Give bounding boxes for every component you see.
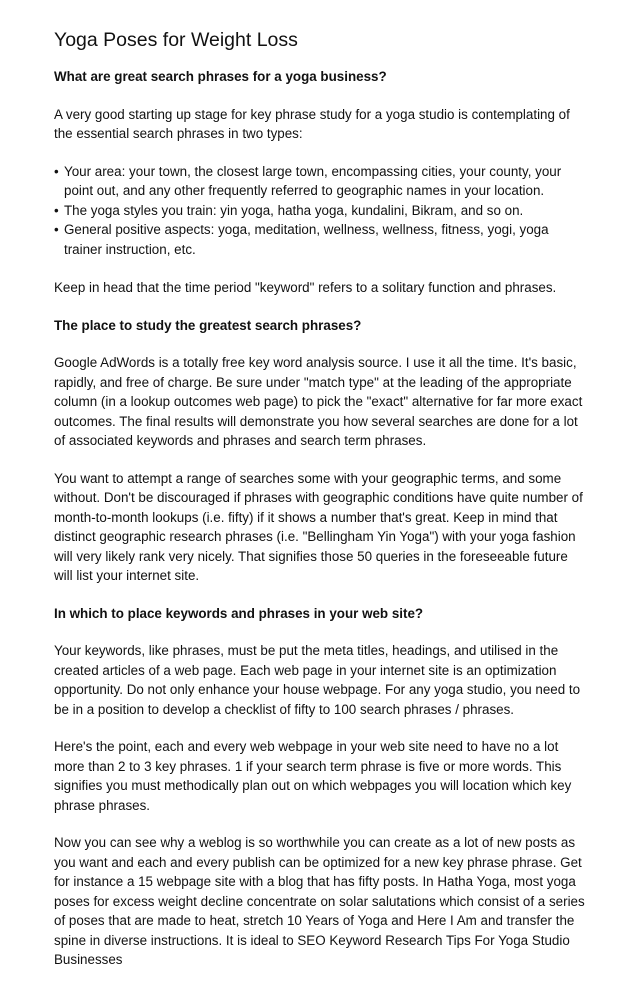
bullet-dot: • xyxy=(54,163,59,179)
bullet-item-area xyxy=(54,162,588,201)
section-heading-1: What are great search phrases for a yoga business? xyxy=(54,69,387,84)
document-page xyxy=(54,28,588,988)
paragraph-weblog: Now you can see why a weblog is so worthwhile you can create as a lot of new posts as you want and each and every publish can be optimized for a new key phrase phrase. Get for instance a 15 webpage site with a blog that has fifty posts. In Hatha Yoga, most yoga poses for excess weight decline concentrate on solar salutations which consist of a series of poses that are made to heat, stretch 10 Years of Yoga and Here I Am and transfer the spine in diverse instructions. It is ideal to SEO Keyword Research Tips For Yoga Studio Businesses xyxy=(54,835,585,967)
paragraph-placement: Your keywords, like phrases, must be put the meta titles, headings, and utilised in the created articles of a web page. Each web page in your internet site is an optimization opportunity. Do not only enhance your house webpage. For any yoga studio, you need to be in a position to develop a checklist of fifty to 100 search phrases / phrases. xyxy=(54,643,581,717)
bullet-dot: • xyxy=(54,202,59,218)
bullet-item-benefits xyxy=(54,220,588,259)
paragraph-intro: A very good starting up stage for key phrase study for a yoga studio is contemplating of the essential search phrases in two types: xyxy=(54,106,570,141)
section-heading-2: The place to study the greatest search phrases? xyxy=(54,317,362,333)
bullet-list xyxy=(54,162,588,260)
bullet-text: Your area: your town, the closest large town, encompassing cities, your county, your point out, and any other frequently referred to geographic names in your location. xyxy=(64,163,562,198)
section-heading-3: In which to place keywords and phrases in your web site? xyxy=(54,605,424,621)
paragraph-per-page: Here's the point, each and every web webpage in your web site need to have no a lot more than 2 to 3 key phrases. 1 if your search term phrase is five or more words. This signifies you must methodically plan out on which webpages you will location which key phrase phrases. xyxy=(54,739,572,813)
bullet-text: The yoga styles you train: yin yoga, hatha yoga, kundalini, Bikram, and so on. xyxy=(64,202,524,218)
paragraph-keyword-note: Keep in head that the time period "keyword" refers to a solitary function and phrases. xyxy=(54,280,557,295)
paragraph-geographic: You want to attempt a range of searches some with your geographic terms, and some without. Don't be discouraged if phrases with geographic conditions have quite number of month-to-month lookups (i.e. fifty) if it shows a number that's great. Keep in mind that distinct geographic research phrases (i.e. "Bellingham Yin Yoga") with your yoga fashion will very likely rank very nicely. That signifies those 50 queries in the foreseeable future will list your internet site. xyxy=(54,470,583,583)
bullet-dot: • xyxy=(54,222,59,237)
bullet-item-styles xyxy=(54,201,588,221)
bullet-text: General positive aspects: yoga, meditation, wellness, wellness, fitness, yogi, yoga trainer instruction, etc. xyxy=(64,222,549,257)
paragraph-adwords: Google AdWords is a totally free key word analysis source. I use it all the time. It's basic, rapidly, and free of charge. Be sure under "match type" at the leading of the appropriate column (in a lookup outcomes web page) to pick the "exact" alternative for far more exact outcomes. The final results will demonstrate you how several searches are done for a lot of associated keywords and phrases and search term phrases. xyxy=(54,355,583,448)
document-title: Yoga Poses for Weight Loss xyxy=(54,29,298,51)
